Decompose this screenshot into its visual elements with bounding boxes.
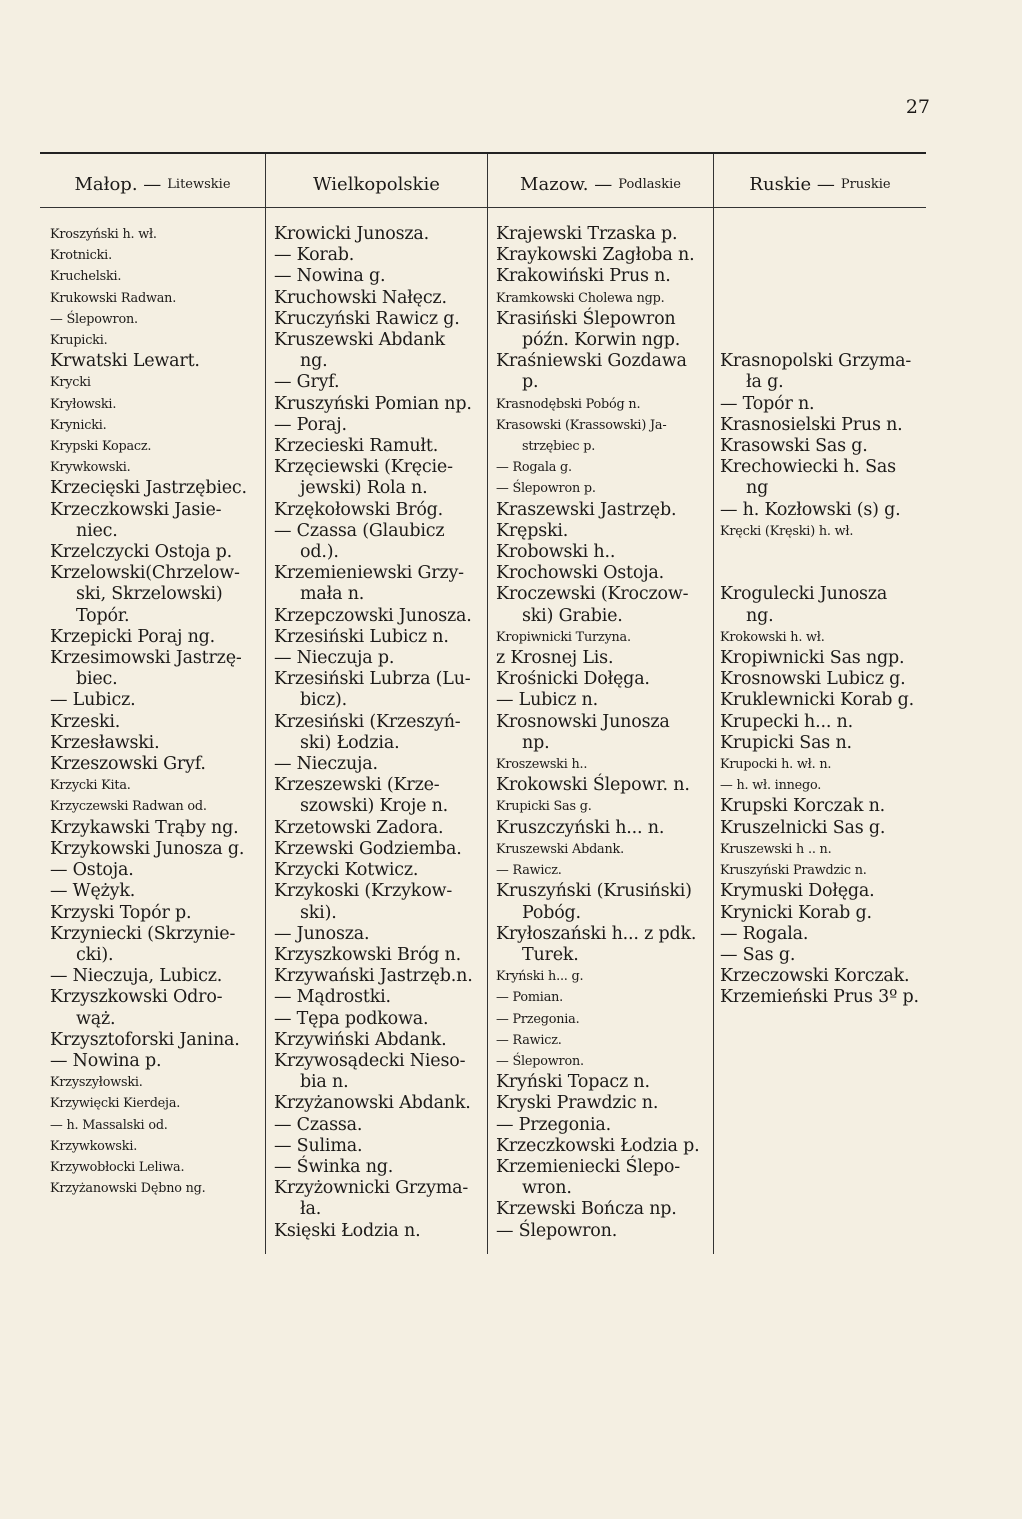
surname-entry: Krzykowski Junosza g. [50, 838, 245, 859]
surname-entry: Krzyski Topór p. [50, 902, 192, 923]
surname-entry: Krzykawski Trąby ng. [50, 817, 239, 838]
surname-entry: — Rogala g. [496, 460, 572, 476]
surname-entry: Kryski Prawdzic n. [496, 1093, 659, 1114]
surname-entry: Krynicki Korab g. [720, 902, 872, 923]
surname-entry: Krzemieniecki Ślepo- [496, 1156, 680, 1177]
column-wielkopolskie [274, 224, 486, 1242]
surname-entry: Krzelczycki Ostoja p. [50, 542, 232, 563]
surname-entry: — Nowina p. [50, 1050, 162, 1071]
surname-entry: Krasnosielski Prus n. [720, 414, 903, 435]
surname-entry: Krzepczowski Junosza. [274, 605, 472, 626]
header-main: Małop. — [74, 173, 162, 195]
surname-entry: Krzeczowski Korczak. [720, 966, 910, 987]
header-wielkopolskie [266, 166, 487, 202]
surname-entry [720, 309, 926, 330]
surname-entry: ski, Skrzelowski) [76, 584, 223, 605]
surname-entry: Krogulecki Junosza [720, 584, 888, 605]
surname-entry: wron. [522, 1178, 572, 1199]
surname-entry: Kroszewski h.. [496, 757, 588, 773]
surname-entry: Kruszewski Abdank. [496, 841, 624, 857]
surname-entry: — h. Kozłowski (s) g. [720, 499, 901, 520]
surname-entry: ng. [746, 605, 774, 626]
surname-entry: Krzesimowski Jastrzę- [50, 648, 242, 669]
surname-entry: Krasnodębski Pobóg n. [496, 396, 641, 412]
surname-entry: Kruszyński (Krusiński) [496, 881, 692, 902]
surname-entry: Kręcki (Kręski) h. wł. [720, 523, 854, 539]
header-malopolskie [40, 166, 265, 202]
surname-entry: wąż. [76, 1008, 116, 1029]
surname-entry: Krzyczewski Radwan od. [50, 799, 207, 815]
surname-entry: — Ślepowron p. [496, 481, 596, 497]
surname-entry: Księski Łodzia n. [274, 1220, 421, 1241]
header-main: Mazow. — [520, 173, 613, 195]
surname-entry: ła g. [746, 372, 784, 393]
surname-entry: ski) Grabie. [522, 605, 623, 626]
surname-entry: Krasowski Sas g. [720, 436, 868, 457]
surname-entry: Pobóg. [522, 902, 581, 923]
surname-entry: Krypski Kopacz. [50, 439, 152, 455]
surname-entry [720, 542, 926, 563]
surname-entry: Kruszewski Abdank [274, 330, 445, 351]
surname-entry: bia n. [300, 1072, 349, 1093]
surname-entry: Kryński Topacz n. [496, 1072, 650, 1093]
surname-entry [720, 330, 926, 351]
surname-entry: Kruchelski. [50, 269, 122, 285]
surname-entry: Krzęciewski (Kręcie- [274, 457, 453, 478]
surname-entry: strzębiec p. [522, 439, 596, 455]
surname-entry: — Ślepowron. [496, 1053, 584, 1069]
surname-entry: — Lubicz. [50, 690, 136, 711]
surname-entry: — Pomian. [496, 990, 564, 1006]
surname-entry: — Rogala. [720, 923, 809, 944]
surname-entry: — Nieczuja, Lubicz. [50, 966, 223, 987]
surname-entry: Krzycki Kita. [50, 778, 131, 794]
surname-entry: — h. Massalski od. [50, 1117, 168, 1133]
surname-entry: Krzysztoforski Janina. [50, 1029, 240, 1050]
surname-entry: Krzemieniewski Grzy- [274, 563, 464, 584]
surname-entry: Krzelowski(Chrzelow- [50, 563, 240, 584]
top-rule [40, 152, 926, 154]
surname-entry: Krechowiecki h. Sas [720, 457, 896, 478]
surname-entry: Krzeszowski Gryf. [50, 754, 206, 775]
surname-entry: Kruczyński Rawicz g. [274, 308, 460, 329]
surname-entry: z Krosnej Lis. [496, 648, 614, 669]
surname-entry: — Junosza. [274, 923, 370, 944]
surname-entry: ng. [300, 351, 328, 372]
surname-entry: Kropiwnicki Turzyna. [496, 629, 631, 645]
surname-entry: Kruklewnicki Korab g. [720, 690, 914, 711]
surname-entry: Krośnicki Dołęga. [496, 669, 650, 690]
surname-entry: — Nieczuja p. [274, 648, 395, 669]
surname-entry: Krzesiński Lubicz n. [274, 626, 449, 647]
surname-entry: Kroszyński h. wł. [50, 227, 157, 242]
surname-entry: jewski) Rola n. [300, 478, 428, 499]
surname-entry: Krzycki Kotwicz. [274, 860, 419, 881]
surname-entry: — Czassa. [274, 1114, 363, 1135]
surname-entry: — Gryf. [274, 372, 340, 393]
surname-entry: Krasnopolski Grzyma- [720, 351, 912, 372]
surname-entry: Krochowski Ostoja. [496, 563, 665, 584]
surname-entry: Krzesławski. [50, 732, 160, 753]
surname-entry: — h. wł. innego. [720, 778, 822, 794]
surname-entry: Krzyszyłowski. [50, 1075, 143, 1091]
header-sub: Pruskie [840, 176, 891, 192]
column-divider [713, 154, 714, 1254]
surname-entry [720, 266, 926, 287]
surname-entry: — Przegonia. [496, 1011, 580, 1027]
surname-entry: Krokowski Ślepowr. n. [496, 775, 690, 796]
surname-entry: Krowicki Junosza. [274, 224, 430, 244]
surname-entry: Krotnicki. [50, 248, 112, 264]
surname-entry: Kramkowski Cholewa ngp. [496, 290, 665, 306]
surname-entry: niec. [76, 520, 118, 541]
surname-entry: Krukowski Radwan. [50, 290, 177, 306]
surname-entry: biec. [76, 669, 118, 690]
surname-entry: — Nieczuja. [274, 754, 378, 775]
surname-entry: Krzywobłocki Leliwa. [50, 1159, 185, 1175]
column-divider [265, 154, 266, 1254]
surname-entry: Krzyżanowski Abdank. [274, 1093, 471, 1114]
surname-entry: Kraszewski Jastrzęb. [496, 499, 677, 520]
surname-entry: Krokowski h. wł. [720, 629, 825, 645]
surname-entry: Krywkowski. [50, 460, 131, 476]
surname-entry: Krobowski h.. [496, 542, 616, 563]
header-main: Ruskie — [749, 173, 835, 195]
surname-entry: Krzetowski Zadora. [274, 817, 444, 838]
surname-entry: Kryłoszański h... z pdk. [496, 923, 697, 944]
surname-entry: Krzykoski (Krzykow- [274, 881, 453, 902]
surname-entry: — Korab. [274, 245, 355, 266]
column-malopolskie [50, 224, 262, 1199]
column-ruskie [720, 224, 926, 1009]
header-main: Wielkopolskie [313, 173, 440, 195]
surname-entry: — Mądrostki. [274, 987, 391, 1008]
surname-entry: Krzewski Godziemba. [274, 838, 462, 859]
surname-entry: — Ostoja. [50, 860, 134, 881]
surname-entry: bicz). [300, 690, 348, 711]
surname-entry: Kryłowski. [50, 396, 117, 412]
surname-entry: ła. [300, 1199, 322, 1220]
surname-entry: Krasowski (Krassowski) Ja- [496, 417, 667, 433]
surname-entry: — Tępa podkowa. [274, 1008, 429, 1029]
surname-entry: Krzeczkowski Łodzia p. [496, 1135, 700, 1156]
surname-entry: — Świnka ng. [274, 1156, 394, 1177]
surname-entry: — Ślepowron. [496, 1220, 618, 1241]
surname-entry: Krupocki h. wł. n. [720, 757, 832, 773]
surname-entry: ski). [300, 902, 337, 923]
surname-entry: — Czassa (Glaubicz [274, 520, 445, 541]
surname-entry: Krzyżanowski Dębno ng. [50, 1181, 206, 1197]
surname-entry: Krzywiński Abdank. [274, 1029, 447, 1050]
surname-entry: Krzesiński (Krzeszyń- [274, 711, 461, 732]
surname-entry: Kraykowski Zagłoba n. [496, 245, 695, 266]
surname-entry: Krzesiński Lubrza (Lu- [274, 669, 471, 690]
header-mazowieckie [488, 166, 713, 202]
surname-entry: Krupicki Sas g. [496, 799, 592, 815]
surname-entry: Krzyszkowski Odro- [50, 987, 223, 1008]
header-sub: Podlaskie [618, 176, 681, 192]
surname-entry [720, 563, 926, 584]
surname-entry: Kruszyński Prawdzic n. [720, 863, 867, 879]
surname-entry: Krzepicki Poraj ng. [50, 626, 216, 647]
surname-entry: Kraśniewski Gozdawa [496, 351, 687, 372]
surname-entry: Krupecki h... n. [720, 711, 853, 732]
surname-entry: Krasiński Ślepowron [496, 308, 676, 329]
surname-entry: Krosnowski Junosza [496, 711, 670, 732]
surname-entry: Kruszyński Pomian np. [274, 393, 472, 414]
surname-entry: ng [746, 478, 769, 499]
surname-entry: — Sas g. [720, 944, 796, 965]
surname-entry: Krępski. [496, 520, 569, 541]
header-rule [40, 207, 926, 208]
header-ruskie [714, 166, 926, 202]
surname-entry: Krupicki. [50, 333, 108, 349]
surname-entry: Kryński h... g. [496, 969, 584, 985]
page-number: 27 [905, 96, 930, 118]
surname-entry: od.). [300, 542, 339, 563]
surname-entry: Turek. [522, 944, 579, 965]
surname-entry: — Topór n. [720, 393, 815, 414]
surname-entry: — Ślepowron. [50, 311, 138, 327]
surname-entry: Krosnowski Lubicz g. [720, 669, 906, 690]
surname-entry: Krajewski Trzaska p. [496, 224, 678, 244]
surname-entry: Krzewski Bończa np. [496, 1199, 677, 1220]
surname-entry: Krymuski Dołęga. [720, 881, 875, 902]
surname-entry: Krzyżownicki Grzyma- [274, 1178, 469, 1199]
column-divider [487, 154, 488, 1254]
surname-entry: — Wężyk. [50, 881, 136, 902]
surname-entry: Krakowiński Prus n. [496, 266, 671, 287]
surname-entry: — Rawicz. [496, 863, 562, 879]
surname-entry: ski) Łodzia. [300, 732, 400, 753]
surname-entry: Krzeski. [50, 711, 121, 732]
surname-entry [720, 224, 926, 245]
surname-entry: Krzywkowski. [50, 1138, 138, 1154]
surname-entry: Krzyszkowski Bróg n. [274, 944, 461, 965]
surname-entry: mała n. [300, 584, 365, 605]
surname-entry: — Rawicz. [496, 1032, 562, 1048]
surname-entry: Topór. [76, 605, 130, 626]
surname-entry: — Sulima. [274, 1135, 363, 1156]
surname-entry: Krzeczkowski Jasie- [50, 499, 222, 520]
surname-entry: Krzemieński Prus 3º p. [720, 987, 919, 1008]
surname-entry: Kruszewski h .. n. [720, 841, 832, 857]
surname-entry: późn. Korwin ngp. [522, 330, 681, 351]
surname-entry: Krzecieski Ramułt. [274, 436, 439, 457]
surname-entry: Kruszczyński h... n. [496, 817, 665, 838]
surname-entry: p. [522, 372, 539, 393]
surname-entry [720, 245, 926, 266]
surname-entry: Kruszelnicki Sas g. [720, 817, 886, 838]
surname-entry: cki). [76, 944, 114, 965]
surname-entry: Krzecięski Jastrzębiec. [50, 478, 247, 499]
surname-entry: Kruchowski Nałęcz. [274, 287, 447, 308]
column-mazowieckie [496, 224, 712, 1242]
surname-entry: Kropiwnicki Sas ngp. [720, 648, 905, 669]
surname-entry: Krzywosądecki Nieso- [274, 1050, 466, 1071]
surname-entry: Krupski Korczak n. [720, 796, 886, 817]
surname-entry: — Poraj. [274, 414, 347, 435]
surname-entry: Kroczewski (Kroczow- [496, 584, 689, 605]
surname-entry: Krzękołowski Bróg. [274, 499, 444, 520]
surname-entry: Krzywański Jastrzęb.n. [274, 966, 473, 987]
surname-entry: Krzywięcki Kierdeja. [50, 1096, 181, 1112]
surname-entry [720, 288, 926, 309]
surname-entry: Krwatski Lewart. [50, 351, 200, 372]
surname-entry: Krupicki Sas n. [720, 732, 852, 753]
surname-entry: Krzeszewski (Krze- [274, 775, 440, 796]
header-sub: Litewskie [167, 176, 231, 192]
surname-entry: Krycki [50, 375, 91, 391]
surname-entry: — Lubicz n. [496, 690, 598, 711]
surname-entry: Krynicki. [50, 417, 107, 433]
surname-entry: Krzyniecki (Skrzynie- [50, 923, 236, 944]
surname-entry: — Przegonia. [496, 1114, 611, 1135]
surname-entry: np. [522, 732, 550, 753]
surname-entry: — Nowina g. [274, 266, 386, 287]
surname-entry: szowski) Kroje n. [300, 796, 449, 817]
